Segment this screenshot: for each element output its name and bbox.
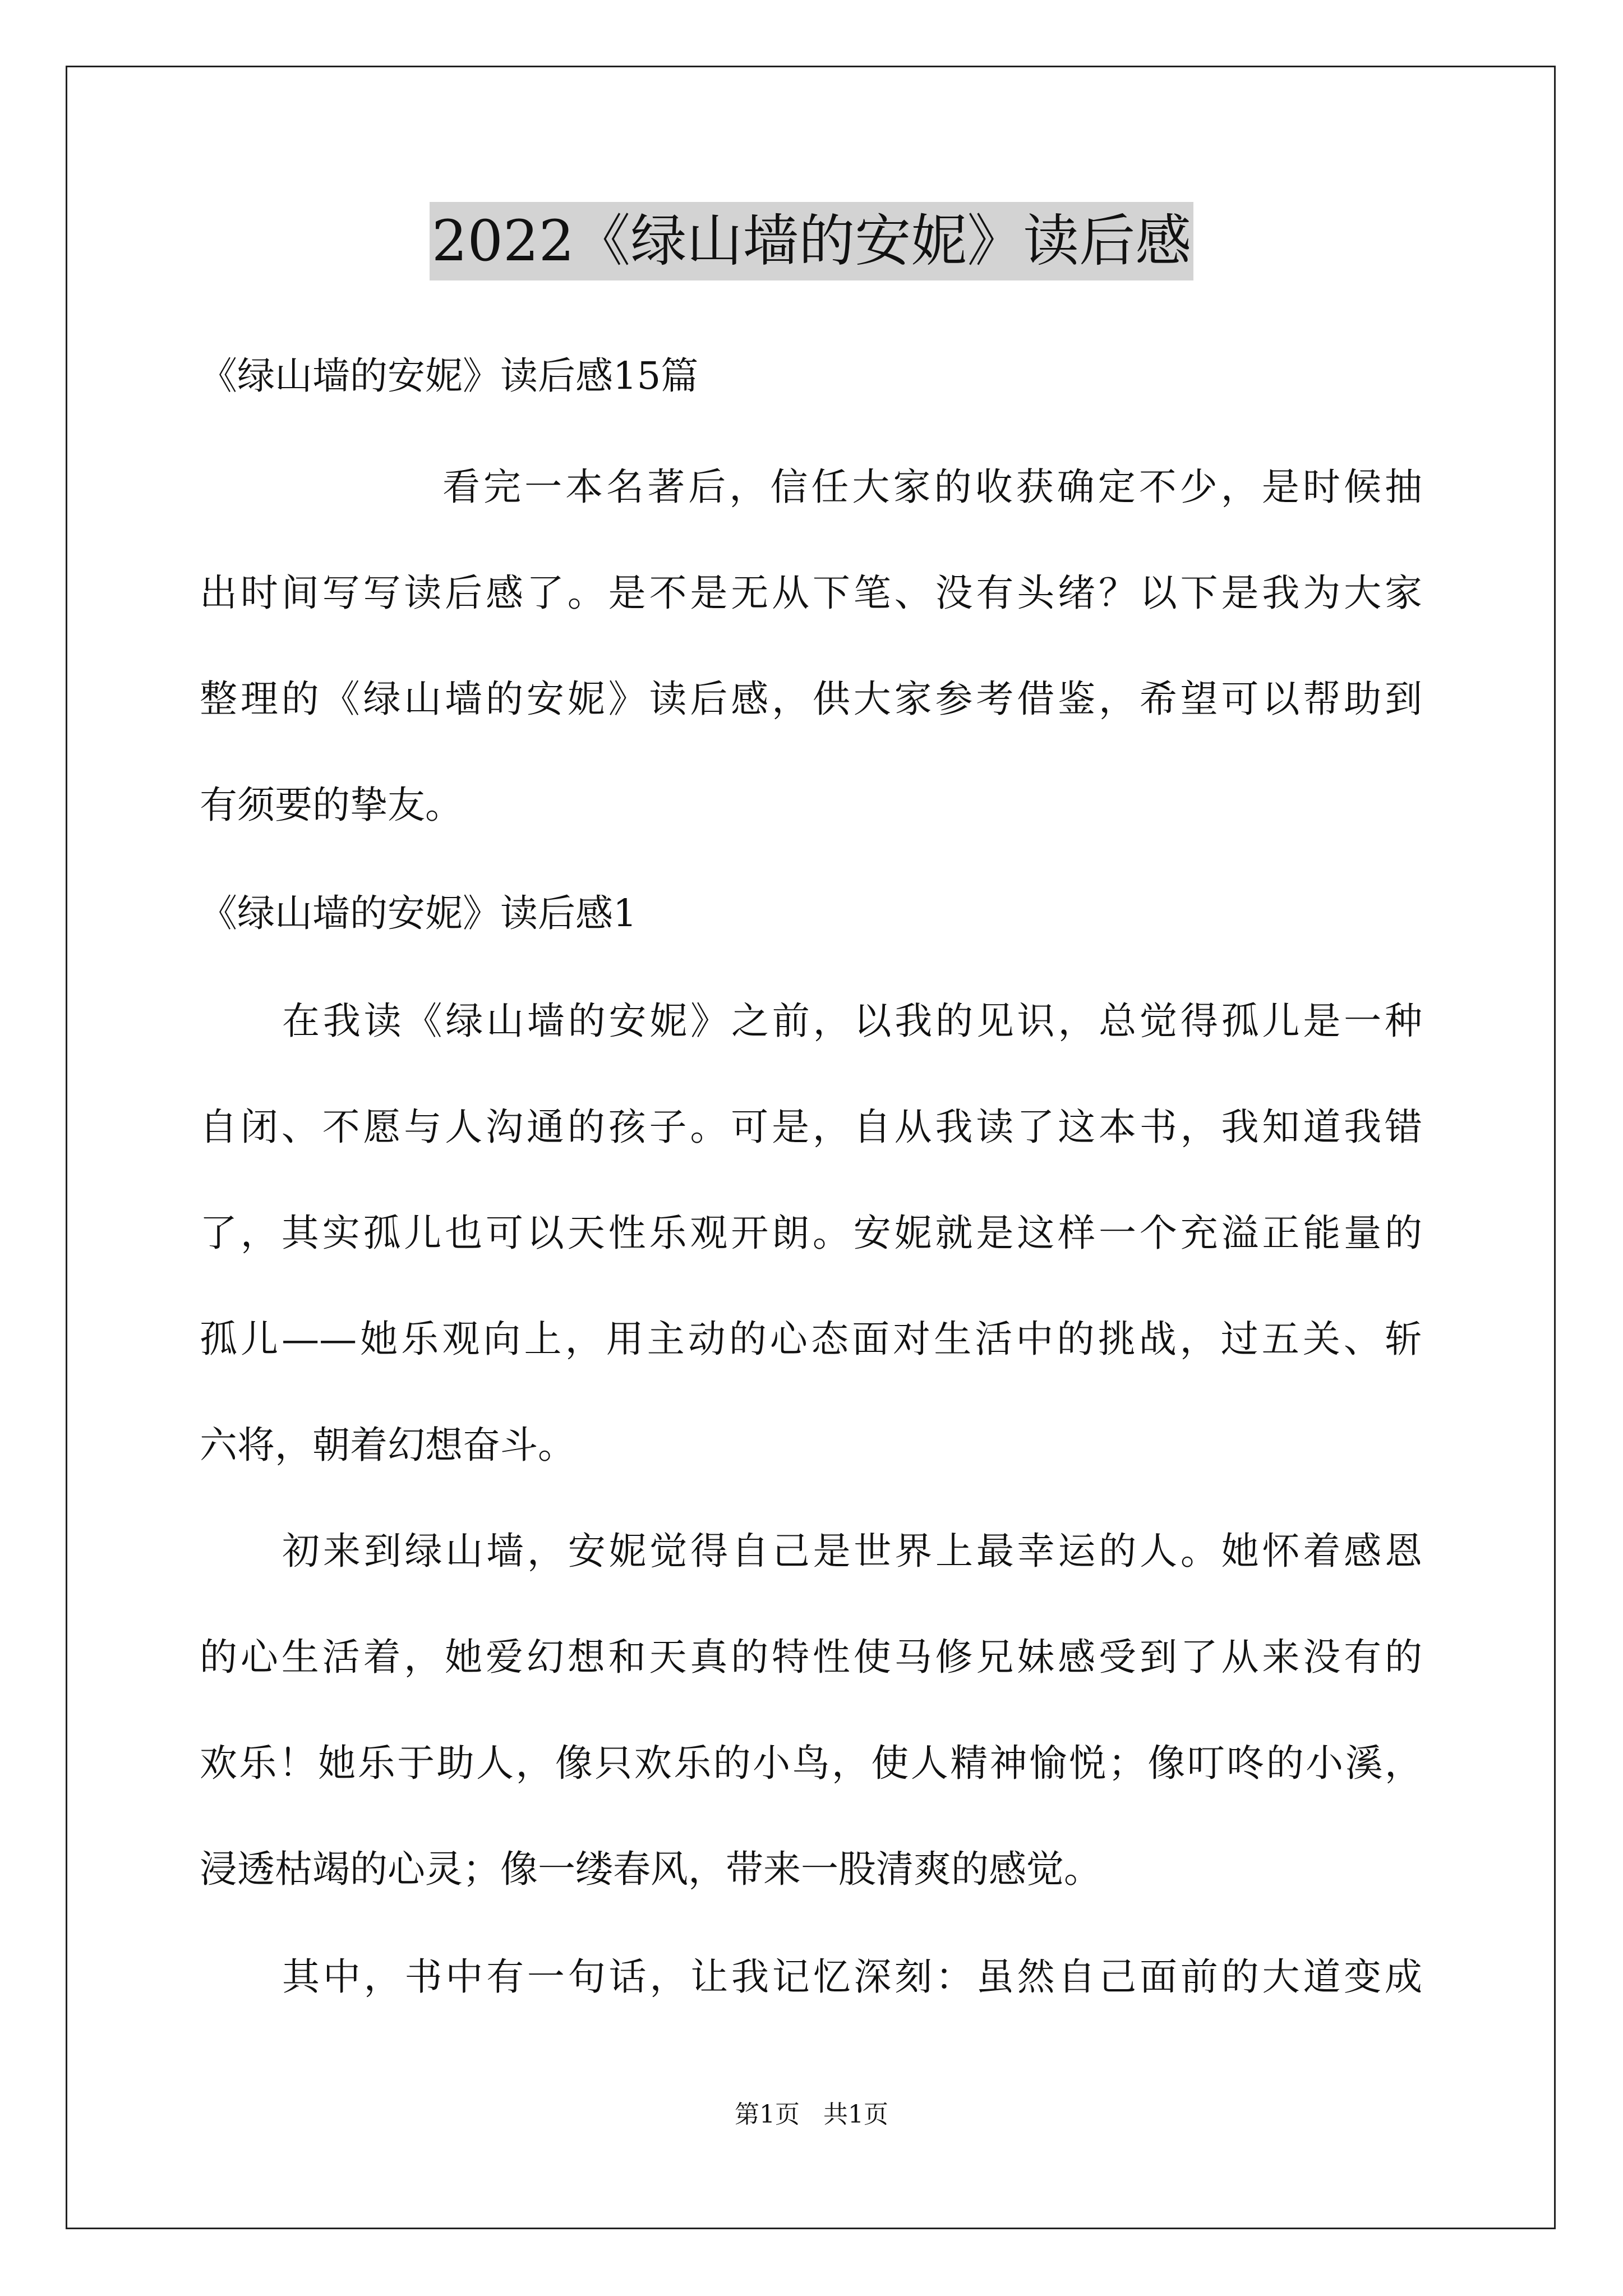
paragraph-line: 在我读《绿山墙的安妮》之前，以我的见识，总觉得孤儿是一种 [282,999,1422,1043]
paragraph-line: 六将，朝着幻想奋斗。 [200,1423,575,1467]
paragraph-line: 其中，书中有一句话，让我记忆深刻：虽然自己面前的大道变成 [282,1955,1422,1999]
paragraph-line: 的心生活着，她爱幻想和天真的特性使马修兄妹感受到了从来没有的 [200,1635,1422,1679]
paragraph-line: 初来到绿山墙，安妮觉得自己是世界上最幸运的人。她怀着感恩 [282,1529,1422,1573]
series-heading: 《绿山墙的安妮》读后感15篇 [200,354,699,398]
document-title[interactable]: 2022《绿山墙的安妮》读后感 [430,202,1194,280]
paragraph-line: 孤儿——她乐观向上，用主动的心态面对生活中的挑战，过五关、斩 [200,1317,1422,1361]
page-footer: 第1页 共1页 [735,2100,888,2129]
intro-line: 整理的《绿山墙的安妮》读后感，供大家参考借鉴，希望可以帮助到 [200,677,1422,721]
section-heading: 《绿山墙的安妮》读后感1 [200,891,637,935]
paragraph-line: 欢乐！她乐于助人，像只欢乐的小鸟，使人精神愉悦；像叮咚的小溪， [200,1741,1422,1785]
title-container [0,202,1623,280]
intro-line: 出时间写写读后感了。是不是无从下笔、没有头绪？以下是我为大家 [200,571,1422,615]
paragraph-line: 了，其实孤儿也可以天性乐观开朗。安妮就是这样一个充溢正能量的 [200,1211,1422,1255]
intro-line: 看完一本名著后，信任大家的收获确定不少，是时候抽 [442,465,1422,509]
intro-line: 有须要的挚友。 [200,783,463,827]
paragraph-line: 自闭、不愿与人沟通的孩子。可是，自从我读了这本书，我知道我错 [200,1105,1422,1149]
paragraph-line: 浸透枯竭的心灵；像一缕春风，带来一股清爽的感觉。 [200,1847,1101,1891]
